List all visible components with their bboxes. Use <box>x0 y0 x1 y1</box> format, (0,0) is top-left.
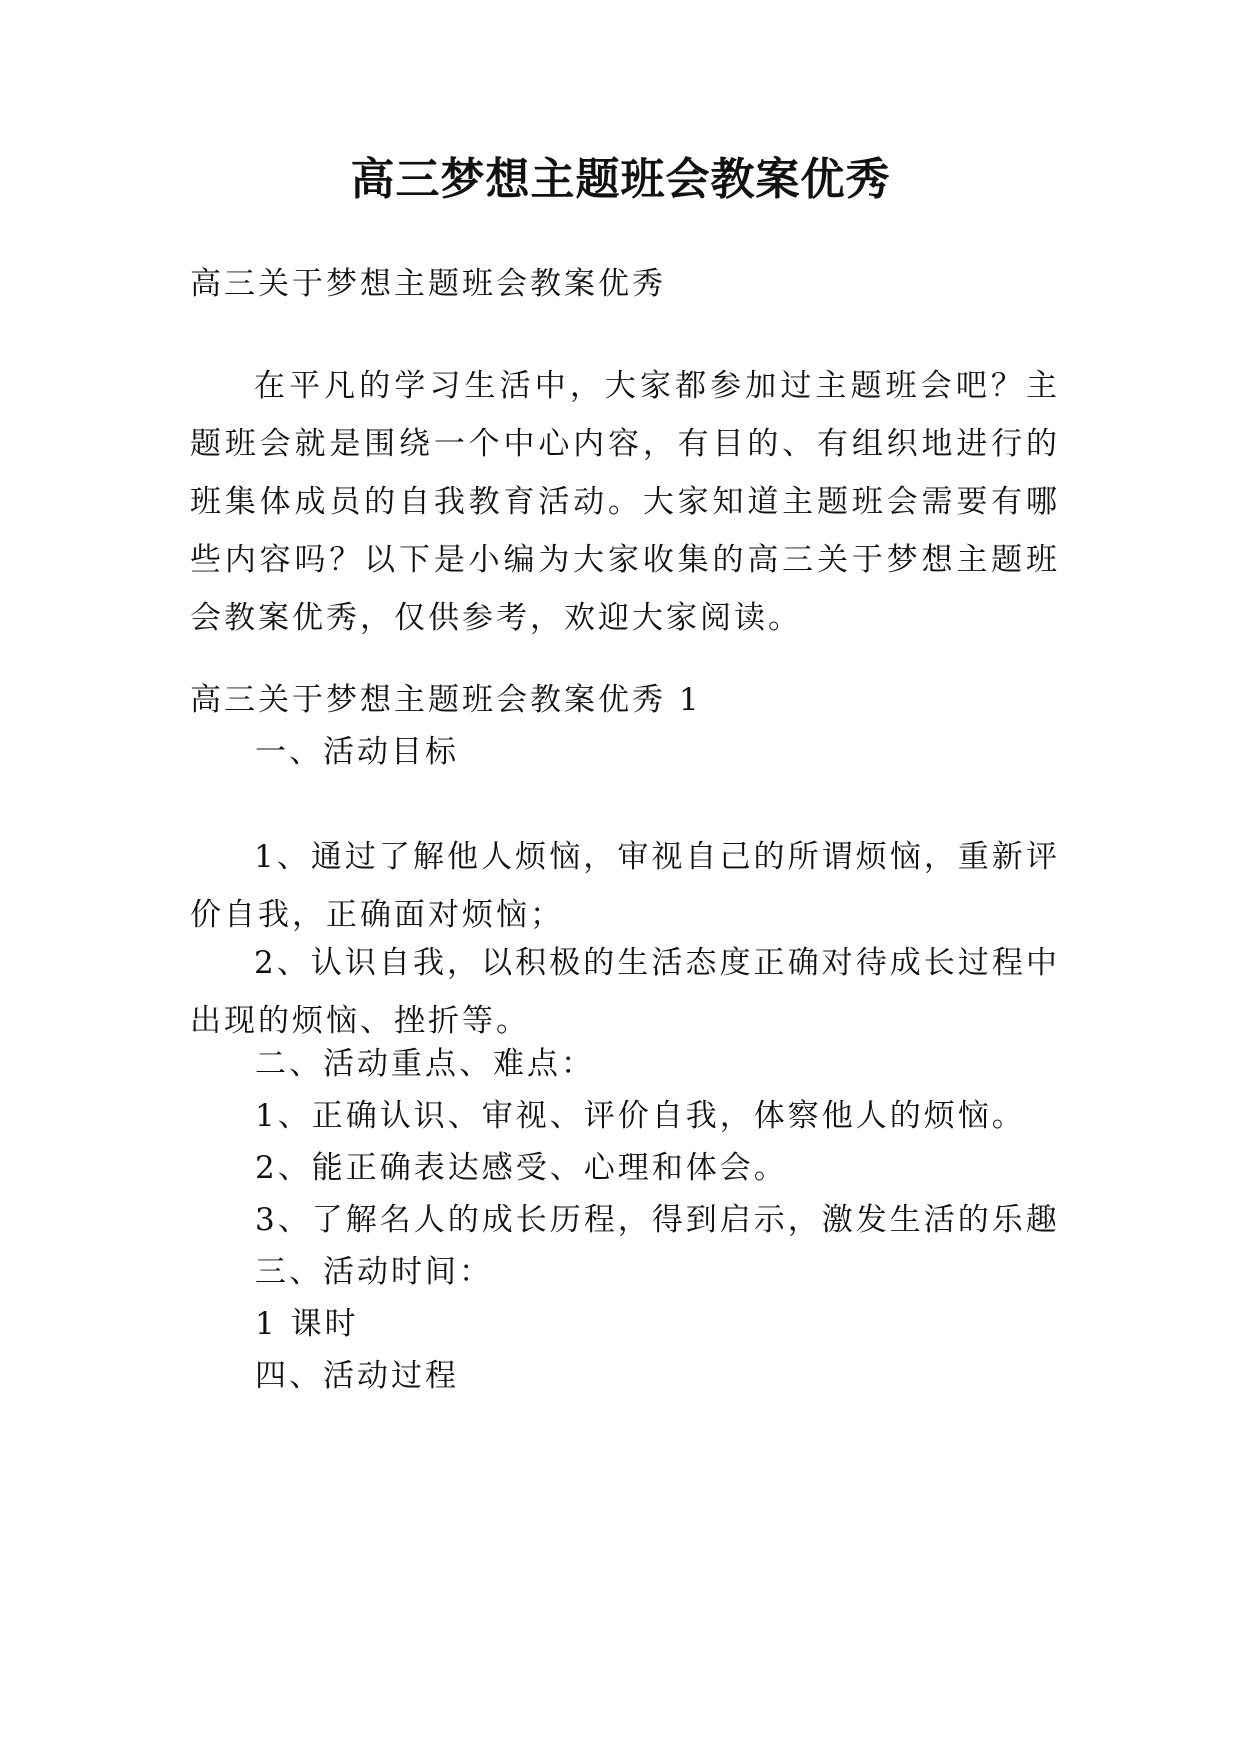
document-title: 高三梦想主题班会教案优秀 <box>350 154 891 205</box>
intro-paragraph: 在平凡的学习生活中，大家都参加过主题班会吧？主题班会就是围绕一个中心内容，有目的、有组织地进行的班集体成员的自我教育活动。大家知道主题班会需要有哪些内容吗？以下是小编为大家收集的高三关于梦想主题班会教案优秀，仅供参考，欢迎大家阅读。 <box>190 368 1060 636</box>
key-point-1: 1、正确认识、审视、评价自我，体察他人的烦恼。 <box>255 1098 1026 1134</box>
goal-item-1: 1、通过了解他人烦恼，审视自己的所谓烦恼，重新评价自我，正确面对烦恼； <box>190 839 1060 933</box>
process-heading: 四、活动过程 <box>255 1358 459 1394</box>
goal-item-2: 2、认识自我，以积极的生活态度正确对待成长过程中出现的烦恼、挫折等。 <box>190 945 1060 1039</box>
key-point-2: 2、能正确表达感受、心理和体会。 <box>255 1150 788 1186</box>
section-heading: 高三关于梦想主题班会教案优秀 1 <box>190 682 702 718</box>
goal-heading: 一、活动目标 <box>255 734 459 770</box>
time-value: 1 课时 <box>255 1306 359 1342</box>
key-point-3: 3、了解名人的成长历程，得到启示，激发生活的乐趣 <box>255 1202 1060 1238</box>
key-points-heading: 二、活动重点、难点： <box>255 1046 595 1082</box>
document-subtitle: 高三关于梦想主题班会教案优秀 <box>190 266 666 302</box>
time-heading: 三、活动时间： <box>255 1254 493 1290</box>
